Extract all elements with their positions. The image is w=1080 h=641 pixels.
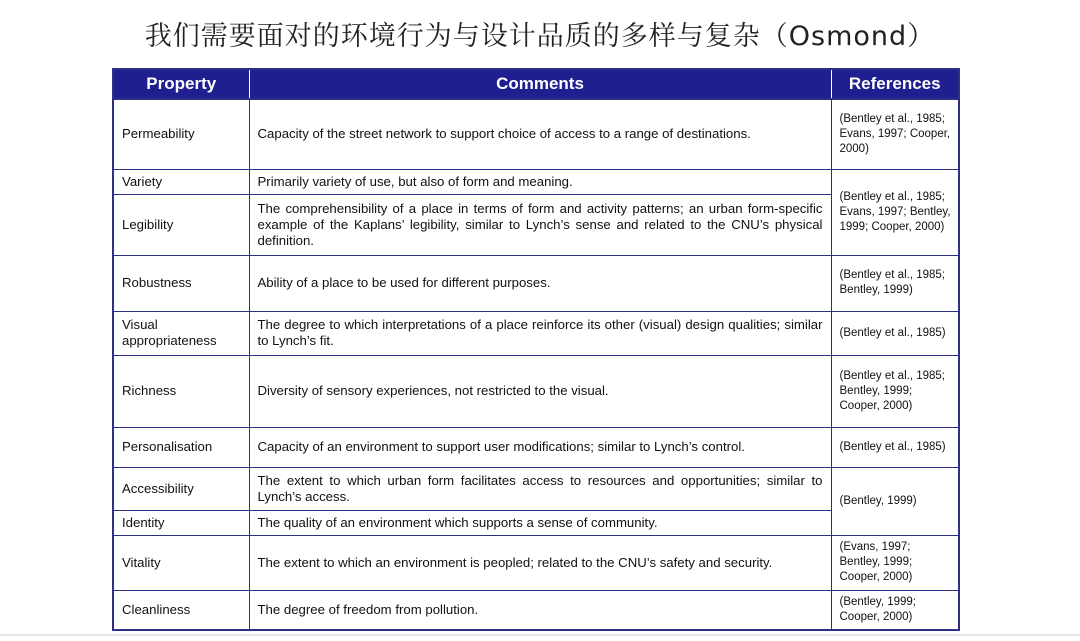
comment-cell: Capacity of the street network to support choice of access to a range of destinations. <box>249 99 831 169</box>
reference-cell: (Bentley et al., 1985) <box>831 427 959 467</box>
comment-cell: The degree of freedom from pollution. <box>249 590 831 630</box>
reference-cell: (Bentley et al., 1985; Evans, 1997; Bentley, 1999; Cooper, 2000) <box>831 169 959 255</box>
properties-table-container <box>112 68 958 631</box>
table-row <box>113 311 959 355</box>
header-comments: Comments <box>249 69 831 99</box>
reference-cell: (Bentley et al., 1985; Bentley, 1999; Cooper, 2000) <box>831 355 959 427</box>
property-cell: Identity <box>113 510 249 535</box>
table-row <box>113 590 959 630</box>
property-cell: Richness <box>113 355 249 427</box>
comment-cell: Ability of a place to be used for different purposes. <box>249 255 831 311</box>
property-cell: Vitality <box>113 535 249 590</box>
property-cell: Accessibility <box>113 467 249 510</box>
comment-cell: The quality of an environment which supports a sense of community. <box>249 510 831 535</box>
comment-cell: The extent to which an environment is peopled; related to the CNU’s safety and security. <box>249 535 831 590</box>
comment-cell: Diversity of sensory experiences, not restricted to the visual. <box>249 355 831 427</box>
header-property: Property <box>113 69 249 99</box>
page-title: 我们需要面对的环境行为与设计品质的多样与复杂（Osmond） <box>144 21 936 52</box>
reference-cell: (Evans, 1997; Bentley, 1999; Cooper, 2000) <box>831 535 959 590</box>
property-cell: Variety <box>113 169 249 194</box>
property-cell: Personalisation <box>113 427 249 467</box>
table-row <box>113 99 959 169</box>
comment-cell: Primarily variety of use, but also of form and meaning. <box>249 169 831 194</box>
table-row <box>113 169 959 194</box>
table-row <box>113 427 959 467</box>
table-header-row <box>113 69 959 99</box>
table-row <box>113 535 959 590</box>
properties-table <box>112 68 960 631</box>
reference-cell: (Bentley, 1999) <box>831 467 959 535</box>
table-row <box>113 355 959 427</box>
reference-cell: (Bentley et al., 1985; Bentley, 1999) <box>831 255 959 311</box>
header-references: References <box>831 69 959 99</box>
reference-cell: (Bentley, 1999; Cooper, 2000) <box>831 590 959 630</box>
property-cell: Cleanliness <box>113 590 249 630</box>
bottom-divider <box>0 634 1080 636</box>
reference-cell: (Bentley et al., 1985; Evans, 1997; Cooper, 2000) <box>831 99 959 169</box>
table-row <box>113 255 959 311</box>
reference-cell: (Bentley et al., 1985) <box>831 311 959 355</box>
comment-cell: The degree to which interpretations of a place reinforce its other (visual) design qualities; similar to Lynch’s fit. <box>249 311 831 355</box>
property-cell: Visual appropriateness <box>113 311 249 355</box>
property-cell: Legibility <box>113 194 249 255</box>
table-row <box>113 467 959 510</box>
property-cell: Robustness <box>113 255 249 311</box>
comment-cell: Capacity of an environment to support user modifications; similar to Lynch’s control. <box>249 427 831 467</box>
comment-cell: The extent to which urban form facilitates access to resources and opportunities; similar to Lynch’s access. <box>249 467 831 510</box>
property-cell: Permeability <box>113 99 249 169</box>
comment-cell: The comprehensibility of a place in terms of form and activity patterns; an urban form-specific example of the Kaplans’ legibility, similar to Lynch’s sense and related to the CNU’s physical definition. <box>249 194 831 255</box>
